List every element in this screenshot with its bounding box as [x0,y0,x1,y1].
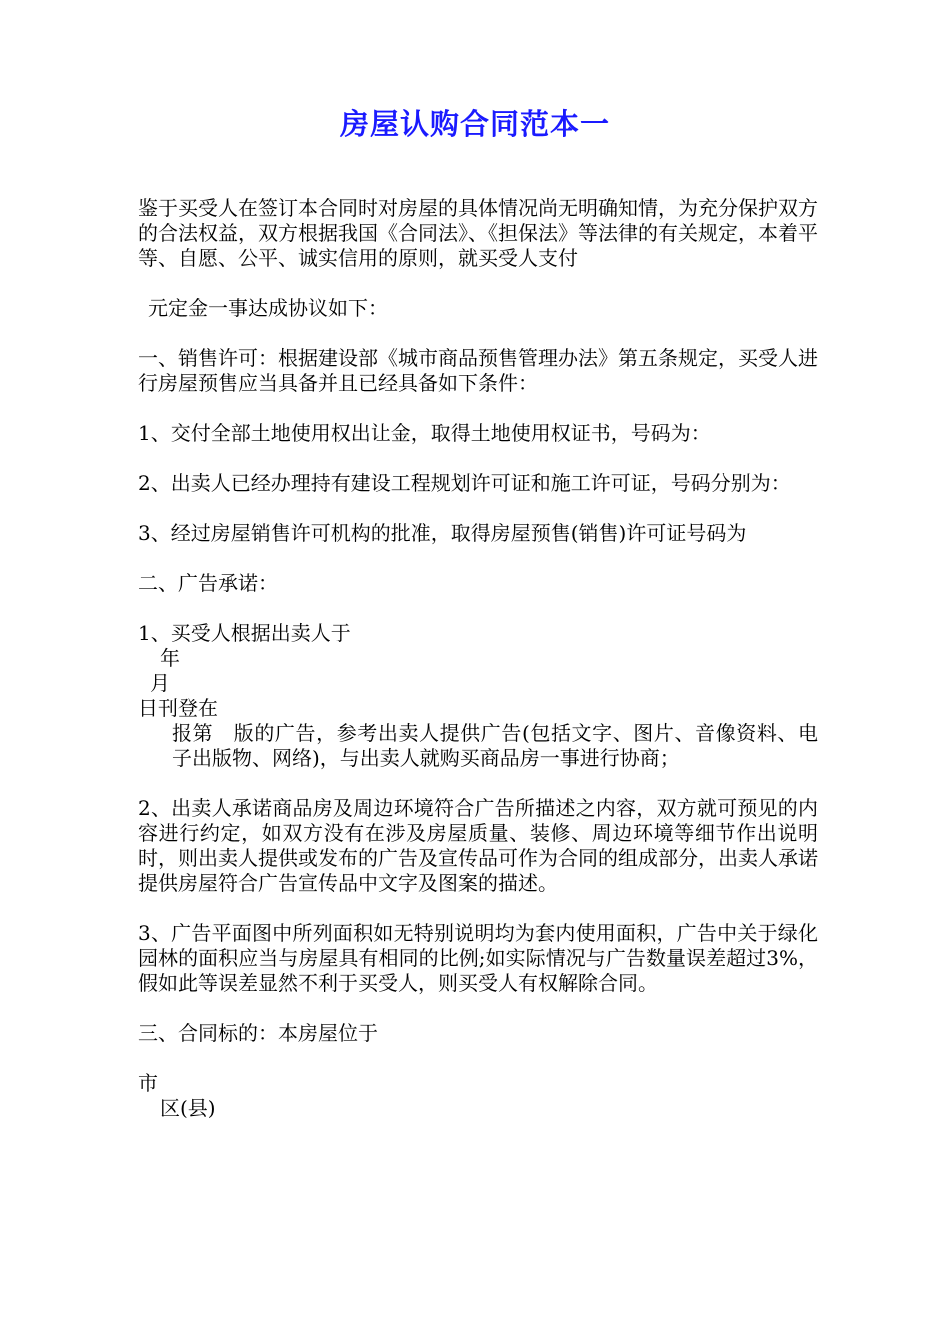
paragraph-preamble: 鉴于买受人在签订本合同时对房屋的具体情况尚无明确知情，为充分保护双方的合法权益，双方根据我国《合同法》、《担保法》等法律的有关规定，本着平等、自愿、公平、诚实信用的原则，就买受人支付 [138,196,818,270]
advertising-1-body: 报第 版的广告，参考出卖人提供广告(包括文字、图片、音像资料、电子出版物、网络)，与出卖人就购买商品房一事进行协商； [172,721,818,770]
paragraph-planning-permit: 2、出卖人已经办理持有建设工程规划许可证和施工许可证，号码分别为： [138,471,791,495]
spacer [138,771,818,796]
advertising-1-year: 年 [160,646,180,670]
paragraph-land-certificate: 1、交付全部土地使用权出让金，取得土地使用权证书，号码为： [138,421,711,445]
paragraph-location [138,1071,818,1121]
paragraph-advertising-2: 2、出卖人承诺商品房及周边环境符合广告所描述之内容，双方就可预见的内容进行约定，如双方没有在涉及房屋质量、装修、周边环境等细节作出说明时，则出卖人提供或发布的广告及宣传品可作为合同的组成部分，出卖人承诺提供房屋符合广告宣传品中文字及图案的描述。 [138,796,818,895]
location-district: 区(县) [160,1096,216,1120]
advertising-1-line-1: 1、买受人根据出卖人于 [138,621,351,645]
paragraph-advertising-heading: 二、广告承诺： [138,571,278,595]
paragraph-advertising-3: 3、广告平面图中所列面积如无特别说明均为套内使用面积，广告中关于绿化园林的面积应当与房屋具有相同的比例;如实际情况与广告数量误差超过3%，假如此等误差显然不利于买受人，则买受人有权解除合同。 [138,921,818,995]
paragraph-contract-subject: 三、合同标的：本房屋位于 [138,1021,378,1045]
paragraph-deposit: 元定金一事达成协议如下： [148,296,388,320]
paragraph-sales-permit: 一、销售许可：根据建设部《城市商品预售管理办法》第五条规定，买受人进行房屋预售应当具备并且已经具备如下条件： [138,346,818,395]
paragraph-presale-permit: 3、经过房屋销售许可机构的批准，取得房屋预售(销售)许可证号码为 [138,521,747,545]
advertising-1-month: 月 [150,671,170,695]
location-city: 市 [138,1071,158,1095]
paragraph-advertising-1 [138,621,818,771]
document-body [138,196,818,1121]
advertising-1-day: 日刊登在 [138,696,218,720]
document-title: 房屋认购合同范本一 [339,107,610,141]
